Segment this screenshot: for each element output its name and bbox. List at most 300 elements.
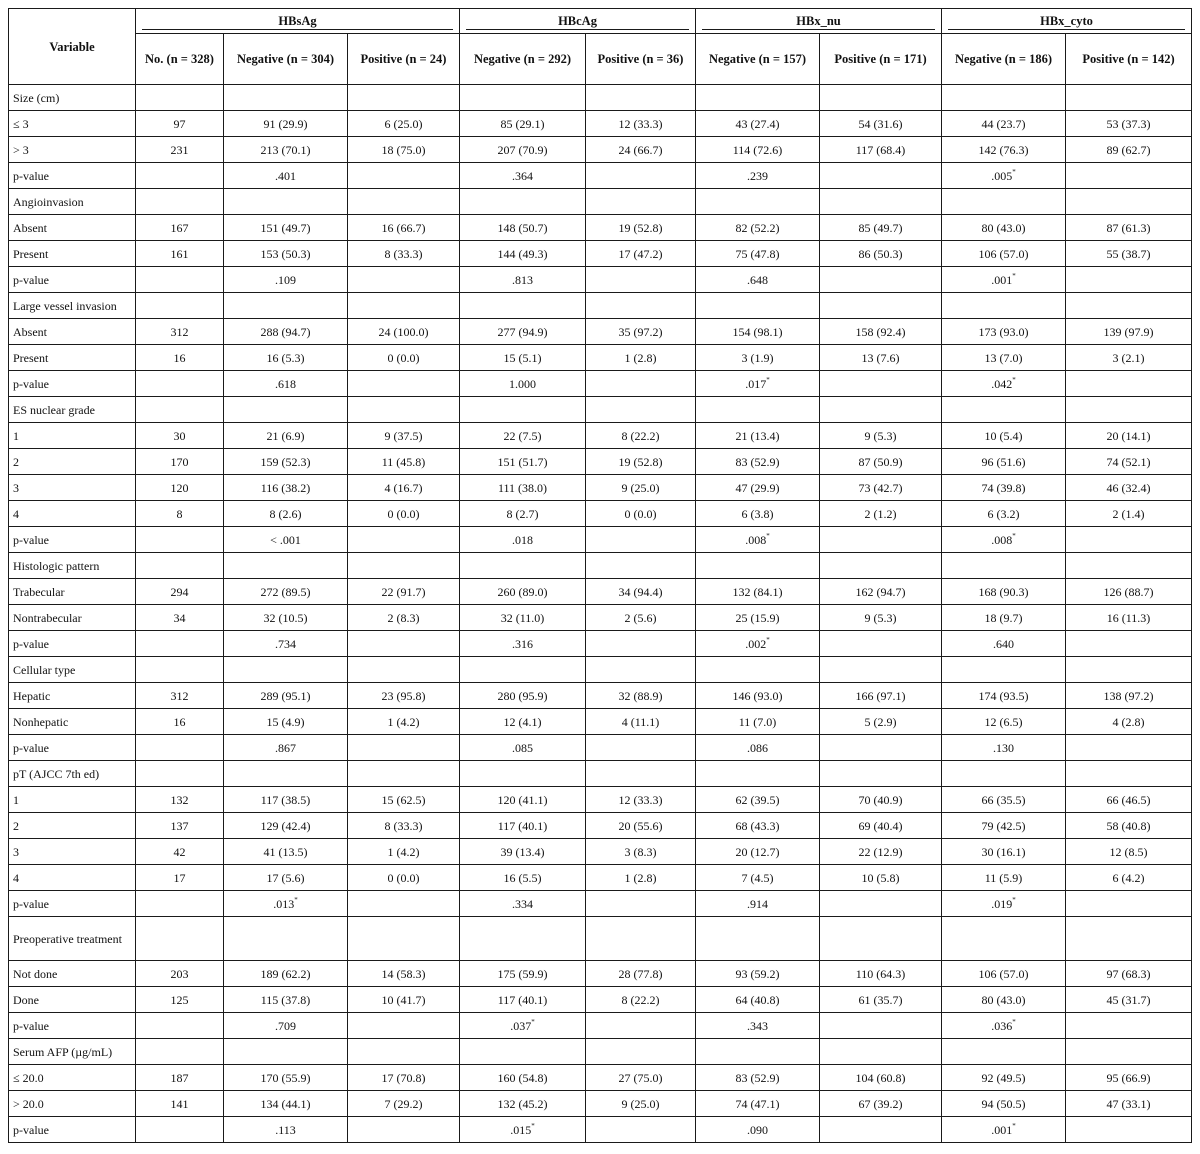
- empty-cell: [942, 397, 1066, 423]
- table-cell: 0 (0.0): [348, 865, 460, 891]
- table-cell: 43 (27.4): [696, 111, 820, 137]
- pvalue-cell: [942, 1013, 1066, 1039]
- empty-cell: [136, 631, 224, 657]
- pvalue-text: .008: [991, 532, 1013, 547]
- table-cell: 24 (66.7): [586, 137, 696, 163]
- empty-cell: [586, 657, 696, 683]
- table-cell: 134 (44.1): [224, 1091, 348, 1117]
- table-cell: 120: [136, 475, 224, 501]
- table-cell: 30 (16.1): [942, 839, 1066, 865]
- empty-cell: [348, 657, 460, 683]
- pvalue-text: .042: [991, 376, 1013, 391]
- pvalue-text: .001: [991, 1122, 1013, 1137]
- table-cell: 32 (88.9): [586, 683, 696, 709]
- table-cell: 16 (5.3): [224, 345, 348, 371]
- column-header: Negative (n = 186): [942, 34, 1066, 85]
- pvalue-cell: [460, 1117, 586, 1143]
- pvalue-cell: [224, 1013, 348, 1039]
- table-cell: 13 (7.0): [942, 345, 1066, 371]
- empty-cell: [696, 761, 820, 787]
- empty-cell: [136, 917, 224, 961]
- significance-marker: *: [1012, 167, 1016, 176]
- table-cell: 125: [136, 987, 224, 1013]
- table-cell: 15 (5.1): [460, 345, 586, 371]
- empty-cell: [1066, 1117, 1192, 1143]
- pvalue-text: .364: [512, 168, 533, 183]
- row-label: 2: [9, 449, 136, 475]
- table-row: [9, 423, 1192, 449]
- section-row: [9, 657, 1192, 683]
- pvalue-text: .015: [510, 1122, 532, 1137]
- significance-marker: *: [766, 375, 770, 384]
- pvalue-text: .709: [275, 1018, 296, 1033]
- pvalue-cell: [224, 891, 348, 917]
- table-cell: 129 (42.4): [224, 813, 348, 839]
- pvalue-cell: [696, 267, 820, 293]
- empty-cell: [136, 553, 224, 579]
- pvalue-text: .018: [512, 532, 533, 547]
- table-cell: 17: [136, 865, 224, 891]
- table-cell: 83 (52.9): [696, 449, 820, 475]
- table-cell: 4 (11.1): [586, 709, 696, 735]
- table-cell: 173 (93.0): [942, 319, 1066, 345]
- table-cell: 87 (50.9): [820, 449, 942, 475]
- table-row: [9, 1065, 1192, 1091]
- row-label: p-value: [9, 1013, 136, 1039]
- empty-cell: [586, 761, 696, 787]
- empty-cell: [586, 1039, 696, 1065]
- table-cell: 11 (45.8): [348, 449, 460, 475]
- row-label: p-value: [9, 527, 136, 553]
- pvalue-cell: [942, 891, 1066, 917]
- table-cell: 47 (33.1): [1066, 1091, 1192, 1117]
- table-cell: 9 (37.5): [348, 423, 460, 449]
- table-cell: 106 (57.0): [942, 241, 1066, 267]
- pvalue-cell: [942, 371, 1066, 397]
- pvalue-row: [9, 267, 1192, 293]
- empty-cell: [696, 917, 820, 961]
- table-cell: 8: [136, 501, 224, 527]
- empty-cell: [1066, 553, 1192, 579]
- row-label: 3: [9, 839, 136, 865]
- empty-cell: [1066, 891, 1192, 917]
- pvalue-text: .086: [747, 740, 769, 755]
- empty-cell: [348, 1039, 460, 1065]
- pvalue-cell: [942, 631, 1066, 657]
- table-row: [9, 501, 1192, 527]
- table-row: [9, 1091, 1192, 1117]
- column-header: Negative (n = 292): [460, 34, 586, 85]
- pvalue-text: .734: [275, 636, 296, 651]
- table-cell: 86 (50.3): [820, 241, 942, 267]
- table-cell: 7 (4.5): [696, 865, 820, 891]
- table-cell: 16: [136, 345, 224, 371]
- table-cell: 45 (31.7): [1066, 987, 1192, 1013]
- row-label: Absent: [9, 319, 136, 345]
- empty-cell: [348, 293, 460, 319]
- pvalue-cell: [460, 735, 586, 761]
- empty-cell: [820, 293, 942, 319]
- table-cell: 3 (2.1): [1066, 345, 1192, 371]
- pvalue-text: .618: [275, 376, 296, 391]
- table-cell: 97: [136, 111, 224, 137]
- table-cell: 138 (97.2): [1066, 683, 1192, 709]
- empty-cell: [460, 189, 586, 215]
- table-cell: 66 (35.5): [942, 787, 1066, 813]
- empty-cell: [136, 189, 224, 215]
- table-cell: 54 (31.6): [820, 111, 942, 137]
- empty-cell: [1066, 189, 1192, 215]
- table-cell: 2 (1.4): [1066, 501, 1192, 527]
- empty-cell: [136, 891, 224, 917]
- column-header: Positive (n = 142): [1066, 34, 1192, 85]
- empty-cell: [820, 163, 942, 189]
- table-cell: 74 (47.1): [696, 1091, 820, 1117]
- row-label: Present: [9, 241, 136, 267]
- significance-marker: *: [766, 531, 770, 540]
- table-cell: 168 (90.3): [942, 579, 1066, 605]
- table-cell: 12 (8.5): [1066, 839, 1192, 865]
- pvalue-row: [9, 891, 1192, 917]
- empty-cell: [348, 631, 460, 657]
- table-cell: 94 (50.5): [942, 1091, 1066, 1117]
- table-cell: 115 (37.8): [224, 987, 348, 1013]
- row-label: Nontrabecular: [9, 605, 136, 631]
- row-label: Nonhepatic: [9, 709, 136, 735]
- empty-cell: [1066, 293, 1192, 319]
- column-header: Positive (n = 24): [348, 34, 460, 85]
- pvalue-text: .239: [747, 168, 769, 183]
- table-cell: 166 (97.1): [820, 683, 942, 709]
- empty-cell: [586, 163, 696, 189]
- row-label: ≤ 20.0: [9, 1065, 136, 1091]
- pvalue-text: .085: [512, 740, 533, 755]
- table-cell: 6 (4.2): [1066, 865, 1192, 891]
- empty-cell: [224, 761, 348, 787]
- pvalue-cell: [942, 163, 1066, 189]
- table-row: [9, 111, 1192, 137]
- row-label: Done: [9, 987, 136, 1013]
- empty-cell: [1066, 85, 1192, 111]
- table-cell: 117 (40.1): [460, 813, 586, 839]
- pvalue-text: .648: [747, 272, 769, 287]
- column-header: Positive (n = 36): [586, 34, 696, 85]
- table-cell: 10 (5.4): [942, 423, 1066, 449]
- empty-cell: [586, 267, 696, 293]
- table-cell: 2 (1.2): [820, 501, 942, 527]
- table-cell: 280 (95.9): [460, 683, 586, 709]
- table-cell: 17 (47.2): [586, 241, 696, 267]
- empty-cell: [348, 267, 460, 293]
- empty-cell: [224, 917, 348, 961]
- pvalue-text: .019: [991, 896, 1013, 911]
- table-cell: 47 (29.9): [696, 475, 820, 501]
- section-label: Angioinvasion: [9, 189, 136, 215]
- section-row: [9, 293, 1192, 319]
- empty-cell: [460, 1039, 586, 1065]
- table-row: [9, 319, 1192, 345]
- group-header-hbx-nu: HBx_nu: [696, 9, 942, 34]
- empty-cell: [348, 1117, 460, 1143]
- empty-cell: [460, 397, 586, 423]
- table-row: [9, 605, 1192, 631]
- table-cell: 9 (25.0): [586, 1091, 696, 1117]
- table-cell: 2 (5.6): [586, 605, 696, 631]
- empty-cell: [820, 917, 942, 961]
- table-cell: 8 (33.3): [348, 813, 460, 839]
- row-label: 3: [9, 475, 136, 501]
- empty-cell: [224, 293, 348, 319]
- table-cell: 159 (52.3): [224, 449, 348, 475]
- table-cell: 55 (38.7): [1066, 241, 1192, 267]
- empty-cell: [820, 1013, 942, 1039]
- table-cell: 104 (60.8): [820, 1065, 942, 1091]
- empty-cell: [1066, 657, 1192, 683]
- table-cell: 117 (38.5): [224, 787, 348, 813]
- empty-cell: [696, 1039, 820, 1065]
- table-cell: 12 (33.3): [586, 787, 696, 813]
- table-cell: 66 (46.5): [1066, 787, 1192, 813]
- pvalue-text: .002: [745, 636, 767, 651]
- pvalue-cell: [696, 1117, 820, 1143]
- table-cell: 9 (5.3): [820, 423, 942, 449]
- table-cell: 137: [136, 813, 224, 839]
- pvalue-text: .037: [510, 1018, 532, 1033]
- pvalue-cell: [696, 163, 820, 189]
- pvalue-text: .017: [745, 376, 767, 391]
- empty-cell: [1066, 1013, 1192, 1039]
- empty-cell: [136, 293, 224, 319]
- empty-cell: [942, 657, 1066, 683]
- pvalue-cell: [460, 527, 586, 553]
- table-cell: 12 (4.1): [460, 709, 586, 735]
- table-cell: 67 (39.2): [820, 1091, 942, 1117]
- pvalue-cell: [460, 371, 586, 397]
- section-row: [9, 397, 1192, 423]
- row-label: p-value: [9, 163, 136, 189]
- empty-cell: [348, 761, 460, 787]
- pvalue-cell: [696, 631, 820, 657]
- significance-marker: *: [1012, 895, 1016, 904]
- empty-cell: [1066, 267, 1192, 293]
- table-cell: 87 (61.3): [1066, 215, 1192, 241]
- table-cell: 106 (57.0): [942, 961, 1066, 987]
- empty-cell: [1066, 527, 1192, 553]
- pvalue-cell: [942, 735, 1066, 761]
- empty-cell: [820, 85, 942, 111]
- table-cell: 34: [136, 605, 224, 631]
- pvalue-text: .640: [993, 636, 1015, 651]
- table-cell: 312: [136, 683, 224, 709]
- group-header-hbx-cyto: HBx_cyto: [942, 9, 1192, 34]
- row-label: p-value: [9, 735, 136, 761]
- empty-cell: [696, 189, 820, 215]
- table-cell: 68 (43.3): [696, 813, 820, 839]
- empty-cell: [696, 85, 820, 111]
- table-cell: 126 (88.7): [1066, 579, 1192, 605]
- pvalue-cell: [224, 735, 348, 761]
- table-cell: 8 (33.3): [348, 241, 460, 267]
- table-cell: 1 (2.8): [586, 865, 696, 891]
- table-cell: 73 (42.7): [820, 475, 942, 501]
- section-label: Large vessel invasion: [9, 293, 136, 319]
- pvalue-cell: [942, 527, 1066, 553]
- significance-marker: *: [1012, 531, 1016, 540]
- empty-cell: [820, 397, 942, 423]
- empty-cell: [460, 657, 586, 683]
- table-cell: 97 (68.3): [1066, 961, 1192, 987]
- table-cell: 162 (94.7): [820, 579, 942, 605]
- group-header-hbcag: HBcAg: [460, 9, 696, 34]
- section-row: [9, 85, 1192, 111]
- section-label: Size (cm): [9, 85, 136, 111]
- pvalue-cell: [460, 1013, 586, 1039]
- empty-cell: [1066, 917, 1192, 961]
- pvalue-cell: [696, 527, 820, 553]
- section-row: [9, 917, 1192, 961]
- table-row: [9, 987, 1192, 1013]
- table-cell: 41 (13.5): [224, 839, 348, 865]
- significance-marker: *: [1012, 271, 1016, 280]
- table-cell: 0 (0.0): [586, 501, 696, 527]
- pvalue-text: .113: [275, 1122, 296, 1137]
- table-cell: 160 (54.8): [460, 1065, 586, 1091]
- table-cell: 1 (4.2): [348, 709, 460, 735]
- pvalue-text: .013: [273, 896, 295, 911]
- table-row: [9, 813, 1192, 839]
- empty-cell: [348, 553, 460, 579]
- table-cell: 22 (12.9): [820, 839, 942, 865]
- empty-cell: [586, 189, 696, 215]
- table-cell: 142 (76.3): [942, 137, 1066, 163]
- empty-cell: [224, 1039, 348, 1065]
- pvalue-text: .130: [993, 740, 1015, 755]
- table-cell: 14 (58.3): [348, 961, 460, 987]
- table-cell: 16 (66.7): [348, 215, 460, 241]
- pvalue-cell: [942, 267, 1066, 293]
- pvalue-cell: [224, 267, 348, 293]
- significance-marker: *: [531, 1121, 535, 1130]
- table-cell: 5 (2.9): [820, 709, 942, 735]
- empty-cell: [586, 735, 696, 761]
- pvalue-row: [9, 163, 1192, 189]
- pvalue-cell: [696, 371, 820, 397]
- section-label: Histologic pattern: [9, 553, 136, 579]
- table-cell: 3 (1.9): [696, 345, 820, 371]
- column-header: Negative (n = 304): [224, 34, 348, 85]
- table-cell: 96 (51.6): [942, 449, 1066, 475]
- empty-cell: [586, 1117, 696, 1143]
- table-cell: 7 (29.2): [348, 1091, 460, 1117]
- table-row: [9, 787, 1192, 813]
- table-cell: 15 (62.5): [348, 787, 460, 813]
- table-cell: 312: [136, 319, 224, 345]
- table-cell: 9 (5.3): [820, 605, 942, 631]
- empty-cell: [1066, 163, 1192, 189]
- significance-marker: *: [294, 895, 298, 904]
- table-cell: 39 (13.4): [460, 839, 586, 865]
- table-cell: 141: [136, 1091, 224, 1117]
- table-cell: 93 (59.2): [696, 961, 820, 987]
- table-cell: 272 (89.5): [224, 579, 348, 605]
- row-label: 1: [9, 423, 136, 449]
- pvalue-cell: [696, 1013, 820, 1039]
- table-cell: 175 (59.9): [460, 961, 586, 987]
- table-row: [9, 865, 1192, 891]
- table-cell: 42: [136, 839, 224, 865]
- table-cell: 8 (22.2): [586, 987, 696, 1013]
- empty-cell: [136, 761, 224, 787]
- table-cell: 82 (52.2): [696, 215, 820, 241]
- table-cell: 21 (13.4): [696, 423, 820, 449]
- empty-cell: [348, 527, 460, 553]
- table-cell: 10 (41.7): [348, 987, 460, 1013]
- empty-cell: [460, 917, 586, 961]
- pvalue-cell: [224, 527, 348, 553]
- table-cell: 8 (2.7): [460, 501, 586, 527]
- pvalue-cell: [460, 891, 586, 917]
- table-cell: 117 (40.1): [460, 987, 586, 1013]
- empty-cell: [224, 189, 348, 215]
- pvalue-row: [9, 1013, 1192, 1039]
- pvalue-row: [9, 1117, 1192, 1143]
- row-label: 2: [9, 813, 136, 839]
- table-cell: 34 (94.4): [586, 579, 696, 605]
- pvalue-text: .334: [512, 896, 533, 911]
- empty-cell: [136, 397, 224, 423]
- row-label: p-value: [9, 371, 136, 397]
- empty-cell: [820, 735, 942, 761]
- table-cell: 139 (97.9): [1066, 319, 1192, 345]
- empty-cell: [586, 527, 696, 553]
- empty-cell: [348, 371, 460, 397]
- table-cell: 174 (93.5): [942, 683, 1066, 709]
- table-cell: 154 (98.1): [696, 319, 820, 345]
- table-cell: 288 (94.7): [224, 319, 348, 345]
- empty-cell: [586, 293, 696, 319]
- empty-cell: [136, 267, 224, 293]
- table-row: [9, 215, 1192, 241]
- pvalue-row: [9, 735, 1192, 761]
- table-cell: 17 (70.8): [348, 1065, 460, 1091]
- clinicopathologic-table: [8, 8, 1192, 1143]
- pvalue-cell: [460, 631, 586, 657]
- table-cell: 53 (37.3): [1066, 111, 1192, 137]
- table-cell: 75 (47.8): [696, 241, 820, 267]
- pvalue-text: < .001: [270, 532, 301, 547]
- row-label: 4: [9, 501, 136, 527]
- row-label: Not done: [9, 961, 136, 987]
- empty-cell: [224, 397, 348, 423]
- empty-cell: [586, 397, 696, 423]
- table-cell: 23 (95.8): [348, 683, 460, 709]
- empty-cell: [586, 917, 696, 961]
- table-cell: 114 (72.6): [696, 137, 820, 163]
- significance-marker: *: [1012, 1017, 1016, 1026]
- empty-cell: [348, 891, 460, 917]
- empty-cell: [348, 1013, 460, 1039]
- table-cell: 110 (64.3): [820, 961, 942, 987]
- row-label: 4: [9, 865, 136, 891]
- empty-cell: [942, 85, 1066, 111]
- empty-cell: [348, 189, 460, 215]
- empty-cell: [942, 293, 1066, 319]
- empty-cell: [136, 371, 224, 397]
- table-cell: 170: [136, 449, 224, 475]
- table-cell: 132 (84.1): [696, 579, 820, 605]
- table-cell: 213 (70.1): [224, 137, 348, 163]
- empty-cell: [820, 267, 942, 293]
